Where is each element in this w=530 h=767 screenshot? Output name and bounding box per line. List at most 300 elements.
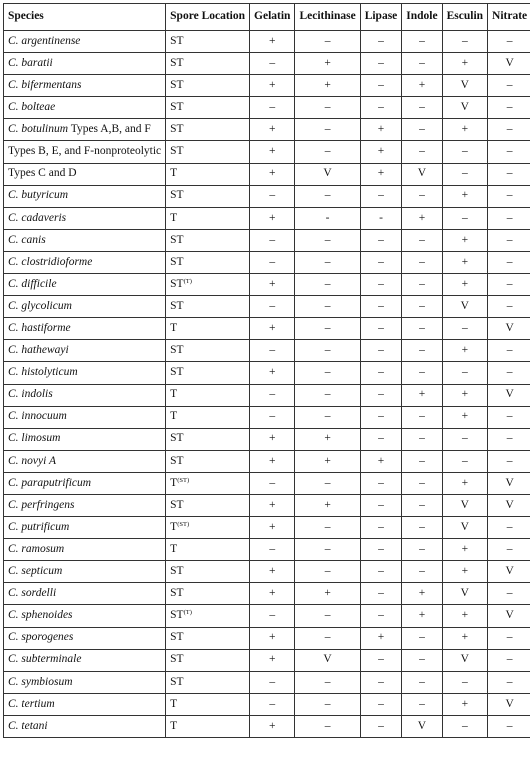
table-row <box>4 517 530 539</box>
lecithinase-cell: – <box>295 384 360 406</box>
genus-abbrev: C. <box>8 78 19 91</box>
nitrate-cell: – <box>488 362 530 384</box>
species-cell <box>4 31 166 53</box>
nitrate-cell: – <box>488 296 530 318</box>
table-row <box>4 561 530 583</box>
gelatin-cell: + <box>250 141 295 163</box>
lecithinase-cell: V <box>295 163 360 185</box>
genus-abbrev: C. <box>8 101 19 114</box>
spore-location-cell <box>166 296 250 318</box>
lipase-cell: – <box>360 318 402 340</box>
nitrate-cell: – <box>488 274 530 296</box>
spore-location-cell <box>166 53 250 75</box>
lecithinase-cell: + <box>295 494 360 516</box>
spore-location-value: ST <box>170 454 184 467</box>
species-name: putrificum <box>21 520 70 533</box>
genus-abbrev: C. <box>8 697 19 710</box>
esculin-cell: V <box>442 517 487 539</box>
spore-location-value: T <box>170 322 178 335</box>
spore-location-value: ST <box>170 565 184 578</box>
genus-abbrev: C. <box>8 211 19 224</box>
lipase-cell: – <box>360 97 402 119</box>
nitrate-cell: – <box>488 119 530 141</box>
spore-location-alt: (ST) <box>177 476 190 484</box>
table-row <box>4 384 530 406</box>
nitrate-cell: – <box>488 517 530 539</box>
lipase-cell: – <box>360 274 402 296</box>
genus-abbrev: C. <box>8 565 19 578</box>
esculin-cell: – <box>442 31 487 53</box>
gelatin-cell: + <box>250 494 295 516</box>
species-name: subterminale <box>21 653 82 666</box>
spore-location-cell <box>166 715 250 737</box>
lipase-cell: – <box>360 340 402 362</box>
spore-location-cell <box>166 450 250 472</box>
gelatin-cell: + <box>250 318 295 340</box>
clostridium-characteristics-table <box>3 3 530 738</box>
table-row <box>4 450 530 472</box>
spore-location-value: T <box>170 388 178 401</box>
lecithinase-cell: – <box>295 296 360 318</box>
table-row <box>4 119 530 141</box>
lecithinase-cell: – <box>295 141 360 163</box>
spore-location-value: T <box>170 410 178 423</box>
indole-cell: – <box>402 229 442 251</box>
lipase-cell: + <box>360 119 402 141</box>
header-nitrate: Nitrate <box>488 4 530 31</box>
gelatin-cell: + <box>250 428 295 450</box>
spore-location-value: ST <box>170 366 184 379</box>
indole-cell: + <box>402 583 442 605</box>
table-header <box>4 4 530 31</box>
nitrate-cell: – <box>488 671 530 693</box>
lecithinase-cell: + <box>295 428 360 450</box>
lipase-cell: – <box>360 31 402 53</box>
genus-abbrev: C. <box>8 454 19 467</box>
esculin-cell: + <box>442 472 487 494</box>
gelatin-cell: + <box>250 274 295 296</box>
species-name: cadaveris <box>21 211 67 224</box>
indole-cell: – <box>402 671 442 693</box>
lecithinase-cell: – <box>295 472 360 494</box>
nitrate-cell: V <box>488 494 530 516</box>
nitrate-cell: – <box>488 539 530 561</box>
lipase-cell: – <box>360 428 402 450</box>
spore-location-cell <box>166 141 250 163</box>
esculin-cell: + <box>442 53 487 75</box>
species-name: argentinense <box>21 34 81 47</box>
species-name: sphenoides <box>21 609 73 622</box>
spore-location-cell <box>166 428 250 450</box>
esculin-cell: V <box>442 75 487 97</box>
genus-abbrev: C. <box>8 675 19 688</box>
table-row <box>4 296 530 318</box>
spore-location-alt: (T) <box>183 277 192 285</box>
table-row <box>4 539 530 561</box>
gelatin-cell: + <box>250 75 295 97</box>
gelatin-cell: – <box>250 539 295 561</box>
spore-location-value: ST <box>170 34 184 47</box>
indole-cell: – <box>402 693 442 715</box>
spore-location-cell <box>166 274 250 296</box>
indole-cell: – <box>402 517 442 539</box>
table-row <box>4 406 530 428</box>
genus-abbrev: C. <box>8 542 19 555</box>
esculin-cell: V <box>442 494 487 516</box>
esculin-cell: – <box>442 207 487 229</box>
spore-location-cell <box>166 583 250 605</box>
spore-location-value: ST <box>170 587 184 600</box>
spore-location-value: T <box>170 520 178 533</box>
table-row <box>4 185 530 207</box>
genus-abbrev: C. <box>8 476 19 489</box>
indole-cell: – <box>402 318 442 340</box>
indole-cell: – <box>402 450 442 472</box>
lipase-cell: – <box>360 406 402 428</box>
genus-abbrev: C. <box>8 299 19 312</box>
esculin-cell: + <box>442 539 487 561</box>
species-cell <box>4 517 166 539</box>
species-qualifier: Types C and D <box>8 167 77 180</box>
spore-location-cell <box>166 384 250 406</box>
spore-location-cell <box>166 207 250 229</box>
gelatin-cell: – <box>250 671 295 693</box>
species-name: perfringens <box>21 498 75 511</box>
table-row <box>4 627 530 649</box>
nitrate-cell: – <box>488 185 530 207</box>
spore-location-alt: (ST) <box>177 520 190 528</box>
lipase-cell: + <box>360 627 402 649</box>
species-name: difficile <box>21 277 57 290</box>
species-cell <box>4 163 166 185</box>
spore-location-value: ST <box>170 344 184 357</box>
genus-abbrev: C. <box>8 255 19 268</box>
lecithinase-cell: – <box>295 561 360 583</box>
gelatin-cell: + <box>250 163 295 185</box>
lipase-cell: – <box>360 53 402 75</box>
lecithinase-cell: – <box>295 362 360 384</box>
gelatin-cell: – <box>250 693 295 715</box>
species-name: tetani <box>21 719 48 732</box>
indole-cell: – <box>402 649 442 671</box>
genus-abbrev: C. <box>8 123 19 136</box>
lipase-cell: – <box>360 693 402 715</box>
species-cell <box>4 274 166 296</box>
gelatin-cell: + <box>250 561 295 583</box>
lecithinase-cell: – <box>295 605 360 627</box>
lecithinase-cell: – <box>295 539 360 561</box>
lipase-cell: – <box>360 715 402 737</box>
lecithinase-cell: - <box>295 207 360 229</box>
esculin-cell: – <box>442 318 487 340</box>
spore-location-cell <box>166 31 250 53</box>
genus-abbrev: C. <box>8 432 19 445</box>
genus-abbrev: C. <box>8 498 19 511</box>
gelatin-cell: + <box>250 450 295 472</box>
gelatin-cell: – <box>250 472 295 494</box>
esculin-cell: V <box>442 583 487 605</box>
gelatin-cell: – <box>250 185 295 207</box>
nitrate-cell: – <box>488 406 530 428</box>
gelatin-cell: + <box>250 649 295 671</box>
species-cell <box>4 185 166 207</box>
indole-cell: + <box>402 384 442 406</box>
lipase-cell: – <box>360 517 402 539</box>
spore-location-cell <box>166 406 250 428</box>
table-row <box>4 605 530 627</box>
spore-location-cell <box>166 362 250 384</box>
table-row <box>4 472 530 494</box>
lipase-cell: – <box>360 494 402 516</box>
indole-cell: – <box>402 119 442 141</box>
lipase-cell: – <box>360 296 402 318</box>
gelatin-cell: – <box>250 53 295 75</box>
nitrate-cell: V <box>488 561 530 583</box>
table-row <box>4 141 530 163</box>
species-cell <box>4 671 166 693</box>
species-cell <box>4 362 166 384</box>
species-cell <box>4 583 166 605</box>
species-cell <box>4 649 166 671</box>
indole-cell: – <box>402 251 442 273</box>
gelatin-cell: + <box>250 627 295 649</box>
spore-location-cell <box>166 649 250 671</box>
table-body <box>4 31 530 738</box>
genus-abbrev: C. <box>8 520 19 533</box>
header-gelatin: Gelatin <box>250 4 295 31</box>
nitrate-cell: – <box>488 428 530 450</box>
species-name: canis <box>21 233 46 246</box>
esculin-cell: + <box>442 605 487 627</box>
genus-abbrev: C. <box>8 366 19 379</box>
spore-location-value: T <box>170 167 178 180</box>
table-row <box>4 207 530 229</box>
spore-location-cell <box>166 561 250 583</box>
lecithinase-cell: – <box>295 251 360 273</box>
esculin-cell: + <box>442 340 487 362</box>
species-name: clostridioforme <box>21 255 93 268</box>
table-row <box>4 494 530 516</box>
esculin-cell: – <box>442 671 487 693</box>
lipase-cell: – <box>360 251 402 273</box>
spore-location-cell <box>166 163 250 185</box>
lipase-cell: – <box>360 539 402 561</box>
table-row <box>4 428 530 450</box>
species-name: tertium <box>21 697 55 710</box>
spore-location-cell <box>166 693 250 715</box>
gelatin-cell: + <box>250 362 295 384</box>
lipase-cell: + <box>360 141 402 163</box>
species-name: sporogenes <box>21 631 74 644</box>
lipase-cell: + <box>360 450 402 472</box>
lecithinase-cell: + <box>295 583 360 605</box>
nitrate-cell: – <box>488 31 530 53</box>
spore-location-cell <box>166 340 250 362</box>
spore-location-cell <box>166 119 250 141</box>
species-cell <box>4 627 166 649</box>
indole-cell: – <box>402 296 442 318</box>
esculin-cell: V <box>442 649 487 671</box>
indole-cell: – <box>402 428 442 450</box>
nitrate-cell: – <box>488 75 530 97</box>
table-row <box>4 649 530 671</box>
esculin-cell: V <box>442 296 487 318</box>
table-row <box>4 229 530 251</box>
species-cell <box>4 561 166 583</box>
lecithinase-cell: – <box>295 517 360 539</box>
lecithinase-cell: – <box>295 406 360 428</box>
spore-location-value: T <box>170 719 178 732</box>
header-lipase: Lipase <box>360 4 402 31</box>
esculin-cell: + <box>442 406 487 428</box>
gelatin-cell: + <box>250 31 295 53</box>
species-name: botulinum <box>21 123 69 136</box>
nitrate-cell: – <box>488 715 530 737</box>
gelatin-cell: – <box>250 251 295 273</box>
lecithinase-cell: – <box>295 97 360 119</box>
gelatin-cell: + <box>250 207 295 229</box>
species-cell <box>4 494 166 516</box>
nitrate-cell: – <box>488 340 530 362</box>
spore-location-value: ST <box>170 498 184 511</box>
lipase-cell: – <box>360 362 402 384</box>
nitrate-cell: – <box>488 627 530 649</box>
table-row <box>4 251 530 273</box>
esculin-cell: + <box>442 251 487 273</box>
spore-location-cell <box>166 472 250 494</box>
lecithinase-cell: – <box>295 229 360 251</box>
header-esculin: Esculin <box>442 4 487 31</box>
nitrate-cell: – <box>488 97 530 119</box>
species-name: novyi A <box>21 454 57 467</box>
esculin-cell: + <box>442 561 487 583</box>
spore-location-cell <box>166 97 250 119</box>
nitrate-cell: V <box>488 384 530 406</box>
species-cell <box>4 340 166 362</box>
gelatin-cell: – <box>250 97 295 119</box>
species-name: symbiosum <box>21 675 73 688</box>
nitrate-cell: V <box>488 53 530 75</box>
spore-location-value: T <box>170 542 178 555</box>
spore-location-value: ST <box>170 145 184 158</box>
genus-abbrev: C. <box>8 410 19 423</box>
spore-location-value: ST <box>170 609 184 622</box>
spore-location-cell <box>166 251 250 273</box>
indole-cell: – <box>402 31 442 53</box>
spore-location-value: ST <box>170 631 184 644</box>
indole-cell: – <box>402 539 442 561</box>
lipase-cell: – <box>360 561 402 583</box>
nitrate-cell: – <box>488 229 530 251</box>
species-name: bolteae <box>21 101 56 114</box>
header-row <box>4 4 530 31</box>
species-qualifier: Types B, E, and F-nonproteolytic <box>8 145 162 158</box>
table-row <box>4 715 530 737</box>
gelatin-cell: + <box>250 119 295 141</box>
esculin-cell: + <box>442 384 487 406</box>
indole-cell: – <box>402 472 442 494</box>
spore-location-value: ST <box>170 255 184 268</box>
species-cell <box>4 207 166 229</box>
table-row <box>4 274 530 296</box>
gelatin-cell: + <box>250 517 295 539</box>
species-cell <box>4 53 166 75</box>
species-cell <box>4 229 166 251</box>
spore-location-value: ST <box>170 675 184 688</box>
species-name: hathewayi <box>21 344 69 357</box>
spore-location-value: ST <box>170 233 184 246</box>
lipase-cell: – <box>360 583 402 605</box>
species-cell <box>4 450 166 472</box>
species-cell <box>4 251 166 273</box>
table-row <box>4 318 530 340</box>
table-row <box>4 671 530 693</box>
species-name: histolyticum <box>21 366 78 379</box>
genus-abbrev: C. <box>8 653 19 666</box>
species-name: hastiforme <box>21 322 71 335</box>
indole-cell: + <box>402 605 442 627</box>
gelatin-cell: – <box>250 384 295 406</box>
species-cell <box>4 296 166 318</box>
species-name: septicum <box>21 565 63 578</box>
spore-location-cell <box>166 627 250 649</box>
species-cell <box>4 472 166 494</box>
esculin-cell: + <box>442 274 487 296</box>
species-cell <box>4 605 166 627</box>
esculin-cell: – <box>442 450 487 472</box>
genus-abbrev: C. <box>8 719 19 732</box>
spore-location-cell <box>166 318 250 340</box>
indole-cell: – <box>402 185 442 207</box>
gelatin-cell: – <box>250 406 295 428</box>
species-cell <box>4 406 166 428</box>
table-row <box>4 693 530 715</box>
gelatin-cell: – <box>250 296 295 318</box>
indole-cell: – <box>402 340 442 362</box>
esculin-cell: – <box>442 428 487 450</box>
table-row <box>4 163 530 185</box>
nitrate-cell: – <box>488 207 530 229</box>
lecithinase-cell: – <box>295 340 360 362</box>
nitrate-cell: – <box>488 450 530 472</box>
genus-abbrev: C. <box>8 587 19 600</box>
species-name: glycolicum <box>21 299 72 312</box>
nitrate-cell: – <box>488 583 530 605</box>
species-name: butyricum <box>21 189 69 202</box>
indole-cell: + <box>402 75 442 97</box>
spore-location-value: ST <box>170 653 184 666</box>
indole-cell: – <box>402 97 442 119</box>
nitrate-cell: V <box>488 318 530 340</box>
species-qualifier: Types A,B, and F <box>70 123 151 136</box>
genus-abbrev: C. <box>8 56 19 69</box>
lipase-cell: – <box>360 671 402 693</box>
esculin-cell: – <box>442 141 487 163</box>
species-cell <box>4 428 166 450</box>
lecithinase-cell: – <box>295 318 360 340</box>
spore-location-cell <box>166 494 250 516</box>
lecithinase-cell: V <box>295 649 360 671</box>
nitrate-cell: V <box>488 693 530 715</box>
indole-cell: – <box>402 362 442 384</box>
species-name: sordelli <box>21 587 57 600</box>
genus-abbrev: C. <box>8 344 19 357</box>
spore-location-value: T <box>170 211 178 224</box>
lipase-cell: – <box>360 384 402 406</box>
spore-location-value: T <box>170 476 178 489</box>
lecithinase-cell: + <box>295 53 360 75</box>
lecithinase-cell: – <box>295 274 360 296</box>
